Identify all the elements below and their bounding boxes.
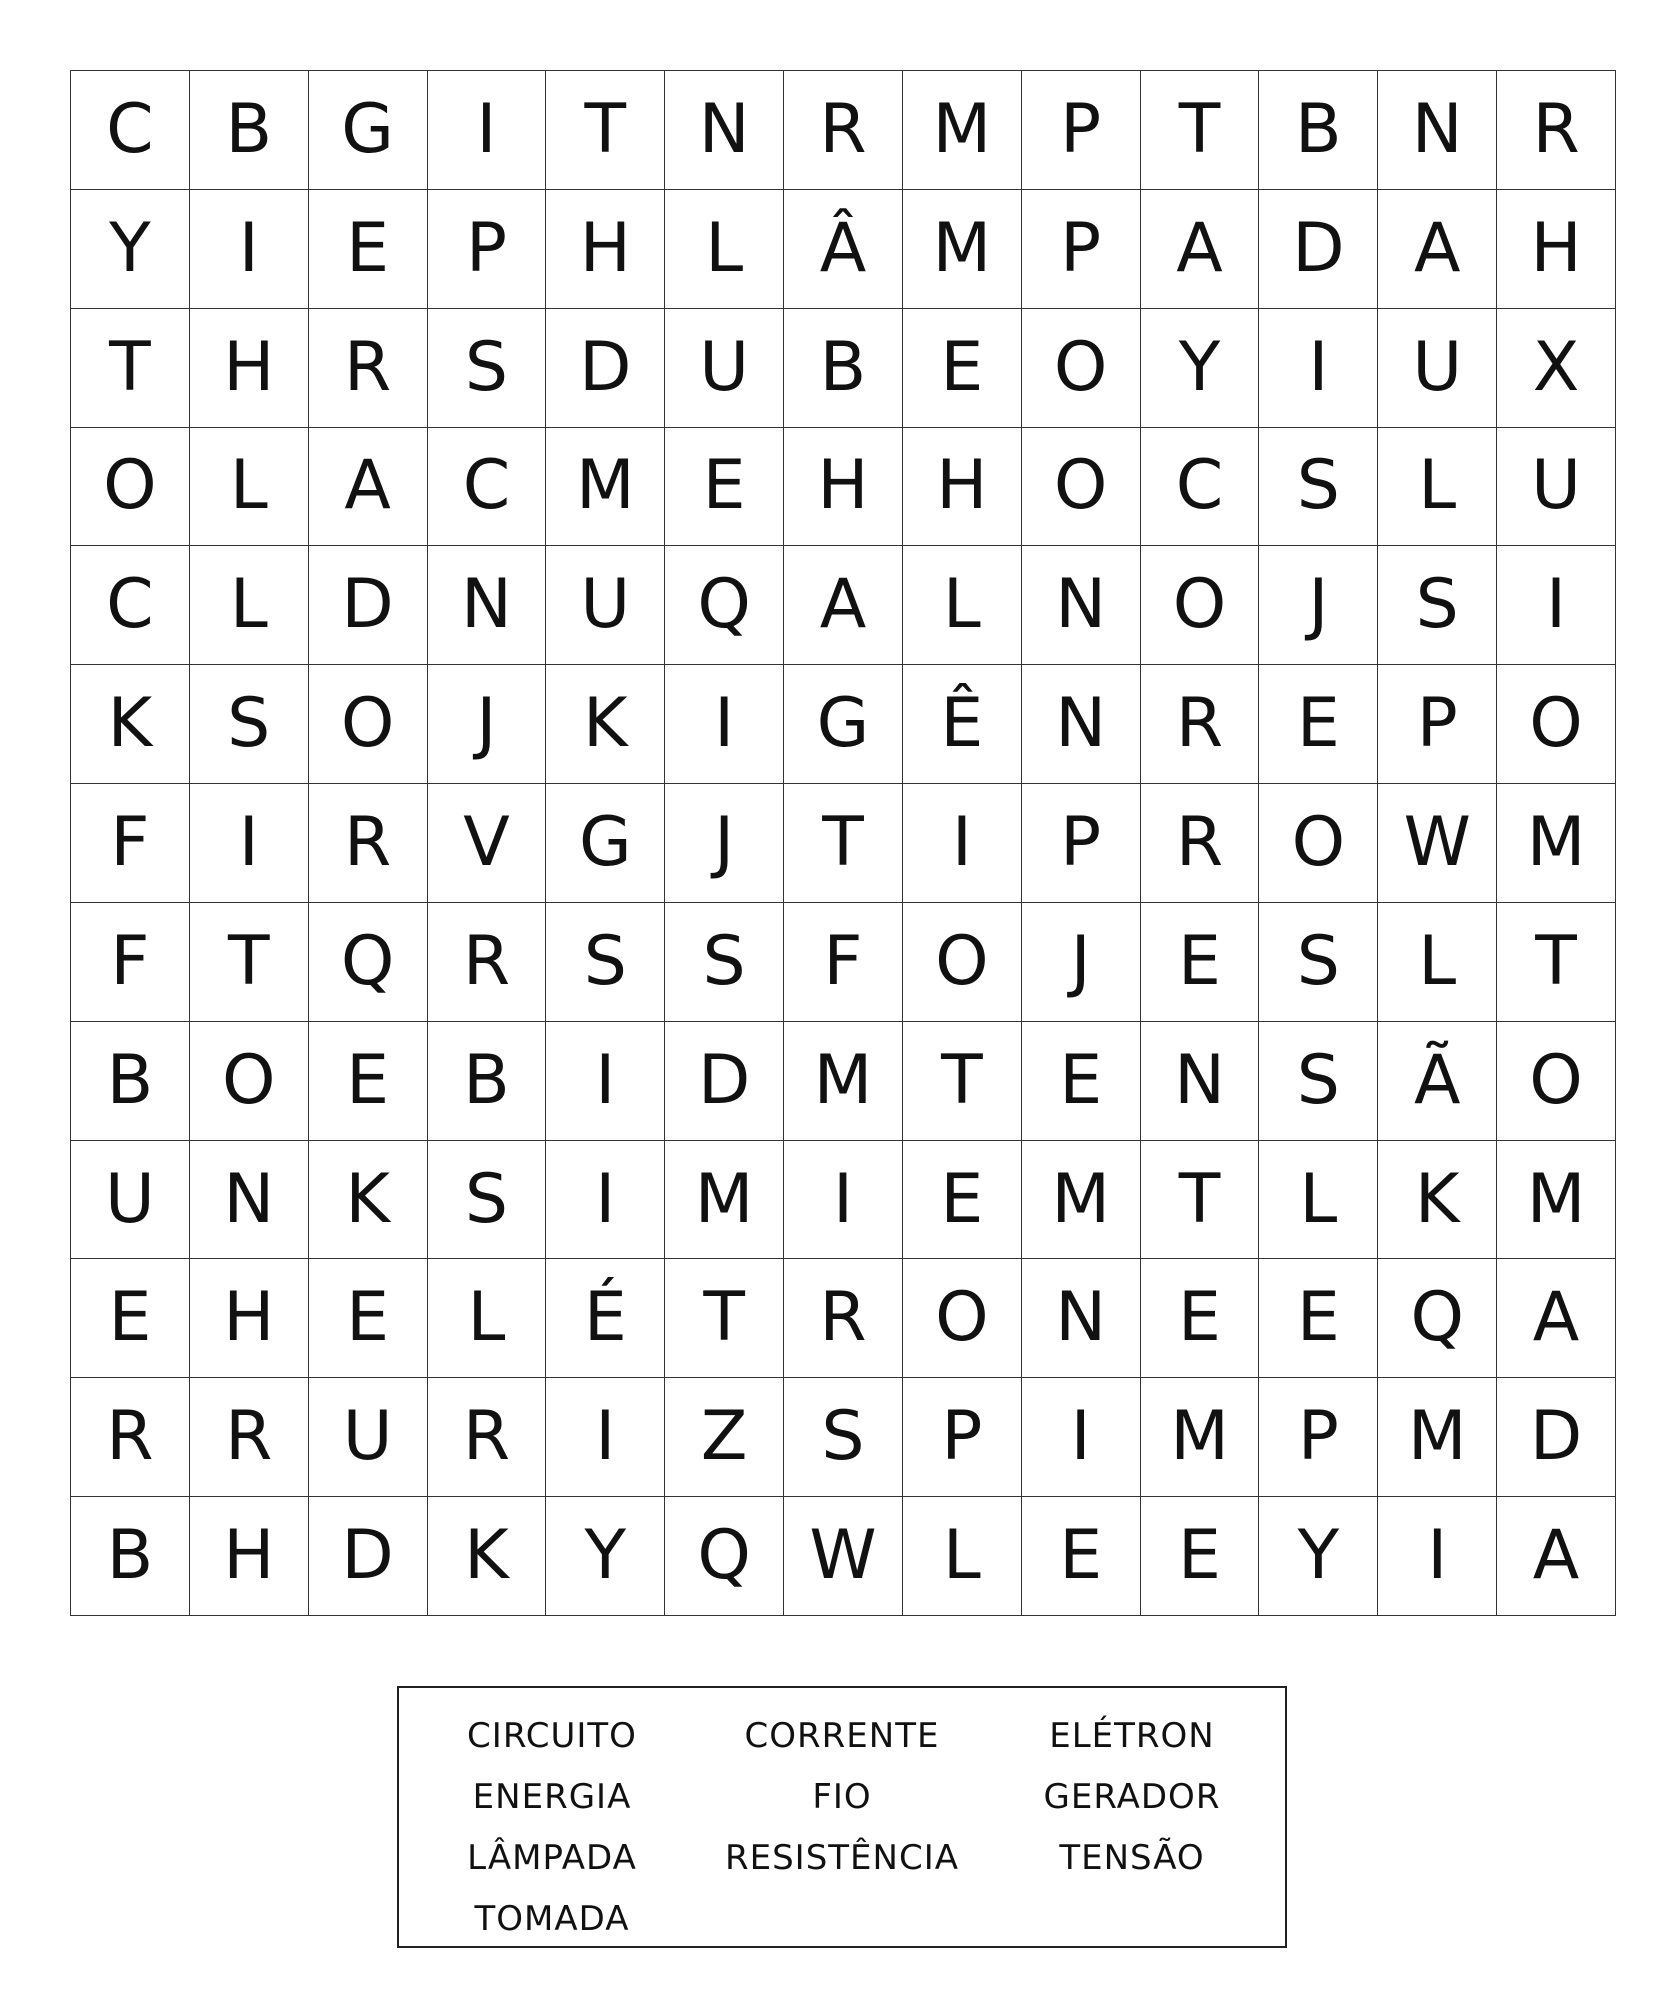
grid-cell-r4-c5[interactable]: M: [546, 428, 665, 547]
grid-cell-r11-c3[interactable]: E: [309, 1259, 428, 1378]
grid-cell-r2-c7[interactable]: Â: [784, 190, 903, 309]
grid-cell-r13-c13[interactable]: A: [1497, 1497, 1616, 1616]
grid-cell-r8-c13[interactable]: T: [1497, 903, 1616, 1022]
word-list-item: CORRENTE: [744, 1716, 940, 1756]
grid-cell-r2-c10[interactable]: A: [1141, 190, 1260, 309]
grid-cell-r2-c2[interactable]: I: [190, 190, 309, 309]
grid-cell-r2-c6[interactable]: L: [665, 190, 784, 309]
word-list-item: TENSÃO: [1059, 1838, 1205, 1878]
grid-cell-r9-c11[interactable]: S: [1259, 1022, 1378, 1141]
grid-cell-r6-c12[interactable]: P: [1378, 665, 1497, 784]
grid-cell-r7-c10[interactable]: R: [1141, 784, 1260, 903]
grid-cell-r13-c10[interactable]: E: [1141, 1497, 1260, 1616]
grid-cell-r4-c6[interactable]: E: [665, 428, 784, 547]
grid-cell-r3-c5[interactable]: D: [546, 309, 665, 428]
grid-cell-r6-c1[interactable]: K: [71, 665, 190, 784]
grid-cell-r8-c7[interactable]: F: [784, 903, 903, 1022]
grid-cell-r1-c2[interactable]: B: [190, 71, 309, 190]
grid-cell-r13-c8[interactable]: L: [903, 1497, 1022, 1616]
grid-cell-r11-c4[interactable]: L: [428, 1259, 547, 1378]
grid-cell-r3-c11[interactable]: I: [1259, 309, 1378, 428]
grid-cell-r12-c10[interactable]: M: [1141, 1378, 1260, 1497]
grid-cell-r2-c9[interactable]: P: [1022, 190, 1141, 309]
grid-cell-r2-c8[interactable]: M: [903, 190, 1022, 309]
grid-cell-r13-c7[interactable]: W: [784, 1497, 903, 1616]
grid-cell-r4-c2[interactable]: L: [190, 428, 309, 547]
grid-cell-r4-c11[interactable]: S: [1259, 428, 1378, 547]
grid-cell-r2-c13[interactable]: H: [1497, 190, 1616, 309]
grid-cell-r12-c11[interactable]: P: [1259, 1378, 1378, 1497]
grid-cell-r12-c8[interactable]: P: [903, 1378, 1022, 1497]
word-search-grid: [70, 70, 1616, 1616]
grid-cell-r7-c1[interactable]: F: [71, 784, 190, 903]
grid-cell-r3-c9[interactable]: O: [1022, 309, 1141, 428]
grid-cell-r5-c3[interactable]: D: [309, 546, 428, 665]
grid-cell-r12-c13[interactable]: D: [1497, 1378, 1616, 1497]
grid-cell-r6-c3[interactable]: O: [309, 665, 428, 784]
grid-cell-r11-c12[interactable]: Q: [1378, 1259, 1497, 1378]
grid-cell-r13-c5[interactable]: Y: [546, 1497, 665, 1616]
word-list-item: CIRCUITO: [467, 1716, 637, 1756]
grid-cell-r12-c4[interactable]: R: [428, 1378, 547, 1497]
grid-cell-r9-c12[interactable]: Ã: [1378, 1022, 1497, 1141]
grid-cell-r8-c2[interactable]: T: [190, 903, 309, 1022]
word-list-item: ELÉTRON: [1049, 1716, 1215, 1756]
grid-cell-r5-c6[interactable]: Q: [665, 546, 784, 665]
grid-cell-r11-c11[interactable]: E: [1259, 1259, 1378, 1378]
word-list-item: RESISTÊNCIA: [724, 1838, 959, 1878]
grid-cell-r11-c10[interactable]: E: [1141, 1259, 1260, 1378]
grid-cell-r10-c4[interactable]: S: [428, 1141, 547, 1260]
grid-cell-r5-c12[interactable]: S: [1378, 546, 1497, 665]
grid-cell-r7-c5[interactable]: G: [546, 784, 665, 903]
grid-cell-r2-c12[interactable]: A: [1378, 190, 1497, 309]
grid-cell-r10-c2[interactable]: N: [190, 1141, 309, 1260]
grid-cell-r11-c8[interactable]: O: [903, 1259, 1022, 1378]
grid-cell-r5-c4[interactable]: N: [428, 546, 547, 665]
grid-cell-r10-c13[interactable]: M: [1497, 1141, 1616, 1260]
grid-cell-r8-c11[interactable]: S: [1259, 903, 1378, 1022]
grid-cell-r12-c5[interactable]: I: [546, 1378, 665, 1497]
grid-cell-r1-c11[interactable]: B: [1259, 71, 1378, 190]
grid-cell-r5-c13[interactable]: I: [1497, 546, 1616, 665]
grid-cell-r10-c7[interactable]: I: [784, 1141, 903, 1260]
grid-cell-r1-c10[interactable]: T: [1141, 71, 1260, 190]
grid-cell-r7-c12[interactable]: W: [1378, 784, 1497, 903]
grid-cell-r4-c10[interactable]: C: [1141, 428, 1260, 547]
grid-cell-r5-c11[interactable]: J: [1259, 546, 1378, 665]
grid-cell-r6-c2[interactable]: S: [190, 665, 309, 784]
grid-cell-r11-c9[interactable]: N: [1022, 1259, 1141, 1378]
grid-cell-r11-c7[interactable]: R: [784, 1259, 903, 1378]
grid-cell-r9-c7[interactable]: M: [784, 1022, 903, 1141]
grid-cell-r8-c5[interactable]: S: [546, 903, 665, 1022]
grid-cell-r9-c2[interactable]: O: [190, 1022, 309, 1141]
grid-cell-r10-c10[interactable]: T: [1141, 1141, 1260, 1260]
grid-cell-r1-c7[interactable]: R: [784, 71, 903, 190]
grid-cell-r5-c5[interactable]: U: [546, 546, 665, 665]
grid-cell-r8-c1[interactable]: F: [71, 903, 190, 1022]
grid-cell-r10-c5[interactable]: I: [546, 1141, 665, 1260]
grid-cell-r5-c7[interactable]: A: [784, 546, 903, 665]
grid-cell-r2-c1[interactable]: Y: [71, 190, 190, 309]
grid-cell-r4-c9[interactable]: O: [1022, 428, 1141, 547]
grid-cell-r2-c5[interactable]: H: [546, 190, 665, 309]
grid-cell-r5-c10[interactable]: O: [1141, 546, 1260, 665]
grid-cell-r9-c4[interactable]: B: [428, 1022, 547, 1141]
grid-cell-r1-c9[interactable]: P: [1022, 71, 1141, 190]
grid-cell-r8-c9[interactable]: J: [1022, 903, 1141, 1022]
grid-cell-r12-c7[interactable]: S: [784, 1378, 903, 1497]
grid-cell-r7-c11[interactable]: O: [1259, 784, 1378, 903]
word-list: [397, 1686, 1287, 1948]
grid-cell-r12-c2[interactable]: R: [190, 1378, 309, 1497]
grid-cell-r6-c9[interactable]: N: [1022, 665, 1141, 784]
grid-cell-r9-c6[interactable]: D: [665, 1022, 784, 1141]
grid-cell-r7-c2[interactable]: I: [190, 784, 309, 903]
grid-cell-r11-c1[interactable]: E: [71, 1259, 190, 1378]
grid-cell-r13-c6[interactable]: Q: [665, 1497, 784, 1616]
grid-cell-r10-c11[interactable]: L: [1259, 1141, 1378, 1260]
grid-cell-r6-c11[interactable]: E: [1259, 665, 1378, 784]
grid-cell-r9-c3[interactable]: E: [309, 1022, 428, 1141]
grid-cell-r9-c10[interactable]: N: [1141, 1022, 1260, 1141]
grid-cell-r11-c5[interactable]: É: [546, 1259, 665, 1378]
grid-cell-r1-c6[interactable]: N: [665, 71, 784, 190]
grid-cell-r5-c8[interactable]: L: [903, 546, 1022, 665]
grid-cell-r1-c12[interactable]: N: [1378, 71, 1497, 190]
grid-cell-r6-c8[interactable]: Ê: [903, 665, 1022, 784]
grid-cell-r4-c4[interactable]: C: [428, 428, 547, 547]
grid-cell-r4-c1[interactable]: O: [71, 428, 190, 547]
grid-cell-r3-c1[interactable]: T: [71, 309, 190, 428]
grid-cell-r3-c2[interactable]: H: [190, 309, 309, 428]
word-list-item: GERADOR: [1043, 1777, 1221, 1817]
grid-cell-r3-c12[interactable]: U: [1378, 309, 1497, 428]
grid-cell-r8-c12[interactable]: L: [1378, 903, 1497, 1022]
grid-cell-r7-c9[interactable]: P: [1022, 784, 1141, 903]
grid-cell-r11-c2[interactable]: H: [190, 1259, 309, 1378]
grid-cell-r2-c4[interactable]: P: [428, 190, 547, 309]
grid-cell-r7-c3[interactable]: R: [309, 784, 428, 903]
word-list-item: TOMADA: [474, 1899, 630, 1939]
grid-cell-r4-c7[interactable]: H: [784, 428, 903, 547]
grid-cell-r6-c6[interactable]: I: [665, 665, 784, 784]
grid-cell-r11-c13[interactable]: A: [1497, 1259, 1616, 1378]
grid-cell-r9-c5[interactable]: I: [546, 1022, 665, 1141]
grid-cell-r13-c1[interactable]: B: [71, 1497, 190, 1616]
grid-cell-r4-c13[interactable]: U: [1497, 428, 1616, 547]
grid-cell-r3-c3[interactable]: R: [309, 309, 428, 428]
grid-cell-r12-c1[interactable]: R: [71, 1378, 190, 1497]
grid-cell-r2-c11[interactable]: D: [1259, 190, 1378, 309]
grid-cell-r12-c9[interactable]: I: [1022, 1378, 1141, 1497]
grid-cell-r13-c3[interactable]: D: [309, 1497, 428, 1616]
word-list-item: FIO: [812, 1777, 872, 1817]
grid-cell-r13-c11[interactable]: Y: [1259, 1497, 1378, 1616]
grid-cell-r4-c12[interactable]: L: [1378, 428, 1497, 547]
grid-cell-r11-c6[interactable]: T: [665, 1259, 784, 1378]
grid-cell-r7-c6[interactable]: J: [665, 784, 784, 903]
grid-cell-r13-c2[interactable]: H: [190, 1497, 309, 1616]
grid-cell-r7-c8[interactable]: I: [903, 784, 1022, 903]
grid-cell-r7-c13[interactable]: M: [1497, 784, 1616, 903]
grid-cell-r8-c10[interactable]: E: [1141, 903, 1260, 1022]
grid-cell-r7-c7[interactable]: T: [784, 784, 903, 903]
grid-cell-r5-c1[interactable]: C: [71, 546, 190, 665]
grid-cell-r10-c8[interactable]: E: [903, 1141, 1022, 1260]
grid-cell-r3-c13[interactable]: X: [1497, 309, 1616, 428]
grid-cell-r10-c12[interactable]: K: [1378, 1141, 1497, 1260]
grid-cell-r5-c2[interactable]: L: [190, 546, 309, 665]
grid-cell-r12-c3[interactable]: U: [309, 1378, 428, 1497]
grid-cell-r1-c1[interactable]: C: [71, 71, 190, 190]
grid-cell-r5-c9[interactable]: N: [1022, 546, 1141, 665]
grid-cell-r12-c6[interactable]: Z: [665, 1378, 784, 1497]
grid-cell-r10-c6[interactable]: M: [665, 1141, 784, 1260]
word-list-item: LÂMPADA: [467, 1838, 637, 1878]
grid-cell-r1-c5[interactable]: T: [546, 71, 665, 190]
grid-cell-r9-c8[interactable]: T: [903, 1022, 1022, 1141]
grid-cell-r3-c4[interactable]: S: [428, 309, 547, 428]
grid-cell-r4-c8[interactable]: H: [903, 428, 1022, 547]
grid-cell-r13-c12[interactable]: I: [1378, 1497, 1497, 1616]
grid-cell-r6-c13[interactable]: O: [1497, 665, 1616, 784]
grid-cell-r10-c1[interactable]: U: [71, 1141, 190, 1260]
grid-cell-r9-c1[interactable]: B: [71, 1022, 190, 1141]
grid-cell-r3-c8[interactable]: E: [903, 309, 1022, 428]
grid-cell-r1-c3[interactable]: G: [309, 71, 428, 190]
grid-cell-r6-c4[interactable]: J: [428, 665, 547, 784]
grid-cell-r8-c3[interactable]: Q: [309, 903, 428, 1022]
grid-cell-r6-c5[interactable]: K: [546, 665, 665, 784]
grid-cell-r1-c8[interactable]: M: [903, 71, 1022, 190]
grid-cell-r13-c4[interactable]: K: [428, 1497, 547, 1616]
grid-cell-r6-c10[interactable]: R: [1141, 665, 1260, 784]
grid-cell-r10-c9[interactable]: M: [1022, 1141, 1141, 1260]
grid-cell-r2-c3[interactable]: E: [309, 190, 428, 309]
grid-cell-r9-c9[interactable]: E: [1022, 1022, 1141, 1141]
grid-cell-r9-c13[interactable]: O: [1497, 1022, 1616, 1141]
grid-cell-r3-c6[interactable]: U: [665, 309, 784, 428]
grid-cell-r10-c3[interactable]: K: [309, 1141, 428, 1260]
grid-cell-r4-c3[interactable]: A: [309, 428, 428, 547]
grid-cell-r13-c9[interactable]: E: [1022, 1497, 1141, 1616]
grid-cell-r8-c6[interactable]: S: [665, 903, 784, 1022]
grid-cell-r7-c4[interactable]: V: [428, 784, 547, 903]
grid-cell-r3-c10[interactable]: Y: [1141, 309, 1260, 428]
grid-cell-r8-c8[interactable]: O: [903, 903, 1022, 1022]
grid-cell-r3-c7[interactable]: B: [784, 309, 903, 428]
grid-cell-r1-c4[interactable]: I: [428, 71, 547, 190]
grid-cell-r1-c13[interactable]: R: [1497, 71, 1616, 190]
grid-cell-r12-c12[interactable]: M: [1378, 1378, 1497, 1497]
grid-cell-r8-c4[interactable]: R: [428, 903, 547, 1022]
word-list-item: ENERGIA: [472, 1777, 632, 1817]
grid-cell-r6-c7[interactable]: G: [784, 665, 903, 784]
